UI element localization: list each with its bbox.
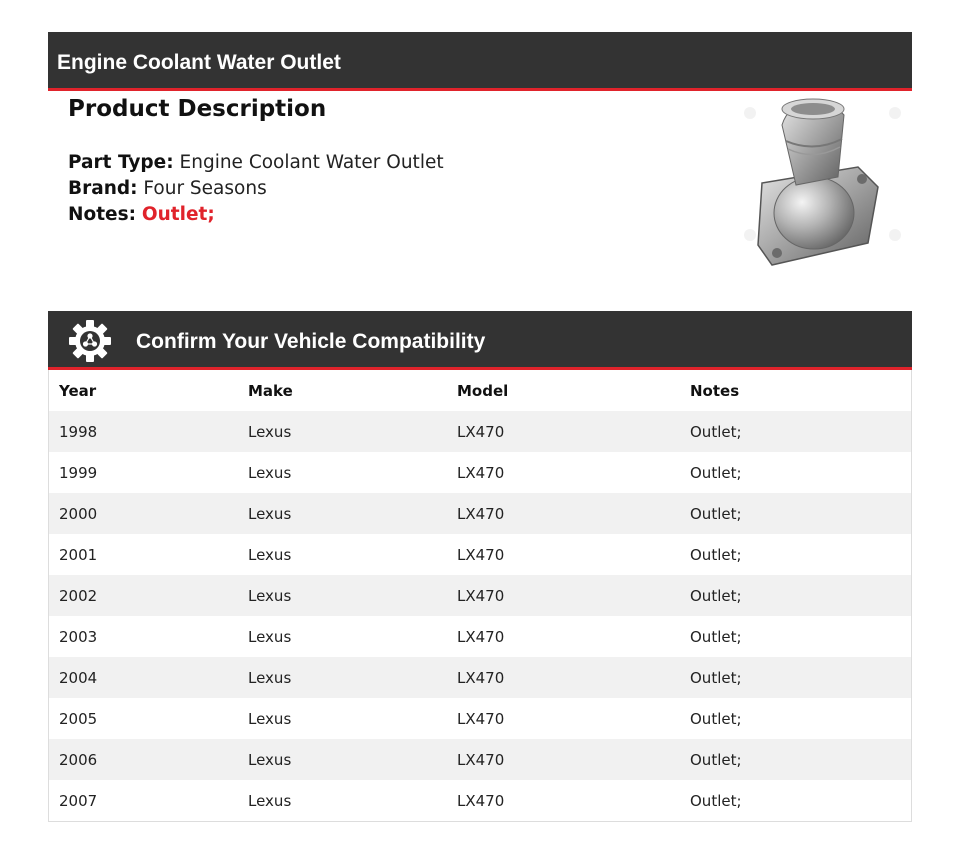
cell-model: LX470 xyxy=(457,710,505,728)
cell-model: LX470 xyxy=(457,669,505,687)
cell-model: LX470 xyxy=(457,628,505,646)
cell-year: 1999 xyxy=(59,464,98,482)
cell-make: Lexus xyxy=(248,710,292,728)
brand-label: Brand: xyxy=(68,178,138,199)
brand-line xyxy=(68,178,267,199)
table-row xyxy=(49,616,911,657)
table-row xyxy=(49,698,911,739)
cell-year: 2004 xyxy=(59,669,98,687)
cell-model: LX470 xyxy=(457,546,505,564)
column-header-model: Model xyxy=(457,382,509,400)
cell-model: LX470 xyxy=(457,464,505,482)
cell-model: LX470 xyxy=(457,423,505,441)
cell-year: 2002 xyxy=(59,587,98,605)
table-row xyxy=(49,534,911,575)
cell-year: 2001 xyxy=(59,546,98,564)
cell-year: 2000 xyxy=(59,505,98,523)
cell-model: LX470 xyxy=(457,751,505,769)
part-type-label: Part Type: xyxy=(68,152,174,173)
cell-model: LX470 xyxy=(457,505,505,523)
cell-notes: Outlet; xyxy=(690,751,742,769)
cell-notes: Outlet; xyxy=(690,628,742,646)
cell-make: Lexus xyxy=(248,505,292,523)
cell-notes: Outlet; xyxy=(690,464,742,482)
compat-title: Confirm Your Vehicle Compatibility xyxy=(136,330,486,353)
cell-notes: Outlet; xyxy=(690,792,742,810)
compat-bar xyxy=(48,311,912,370)
cell-notes: Outlet; xyxy=(690,546,742,564)
table-row xyxy=(49,739,911,780)
cell-year: 2006 xyxy=(59,751,98,769)
table-row xyxy=(49,452,911,493)
table-row xyxy=(49,780,911,821)
cell-notes: Outlet; xyxy=(690,505,742,523)
column-header-make: Make xyxy=(248,382,293,400)
part-type-value: Engine Coolant Water Outlet xyxy=(179,152,444,173)
page-title: Engine Coolant Water Outlet xyxy=(57,51,341,74)
cell-year: 1998 xyxy=(59,423,98,441)
cell-year: 2003 xyxy=(59,628,98,646)
cell-notes: Outlet; xyxy=(690,587,742,605)
cell-make: Lexus xyxy=(248,628,292,646)
table-row xyxy=(49,411,911,452)
cell-make: Lexus xyxy=(248,751,292,769)
table-row xyxy=(49,657,911,698)
notes-line xyxy=(68,204,215,225)
compatibility-table xyxy=(48,370,912,822)
gear-icon xyxy=(68,319,112,363)
cell-notes: Outlet; xyxy=(690,423,742,441)
part-type-line xyxy=(68,152,444,173)
cell-make: Lexus xyxy=(248,669,292,687)
notes-label: Notes: xyxy=(68,204,136,225)
cell-make: Lexus xyxy=(248,792,292,810)
cell-year: 2007 xyxy=(59,792,98,810)
column-header-year: Year xyxy=(59,382,97,400)
title-bar xyxy=(48,32,912,91)
product-description-heading: Product Description xyxy=(68,96,327,122)
cell-make: Lexus xyxy=(248,423,292,441)
cell-make: Lexus xyxy=(248,587,292,605)
cell-make: Lexus xyxy=(248,546,292,564)
cell-year: 2005 xyxy=(59,710,98,728)
notes-value: Outlet; xyxy=(141,204,215,225)
cell-model: LX470 xyxy=(457,587,505,605)
cell-notes: Outlet; xyxy=(690,710,742,728)
cell-make: Lexus xyxy=(248,464,292,482)
brand-value: Four Seasons xyxy=(143,178,267,199)
cell-notes: Outlet; xyxy=(690,669,742,687)
table-row xyxy=(49,493,911,534)
product-image xyxy=(730,95,910,275)
column-header-notes: Notes xyxy=(690,382,740,400)
cell-model: LX470 xyxy=(457,792,505,810)
table-row xyxy=(49,575,911,616)
table-header-row xyxy=(49,370,911,411)
